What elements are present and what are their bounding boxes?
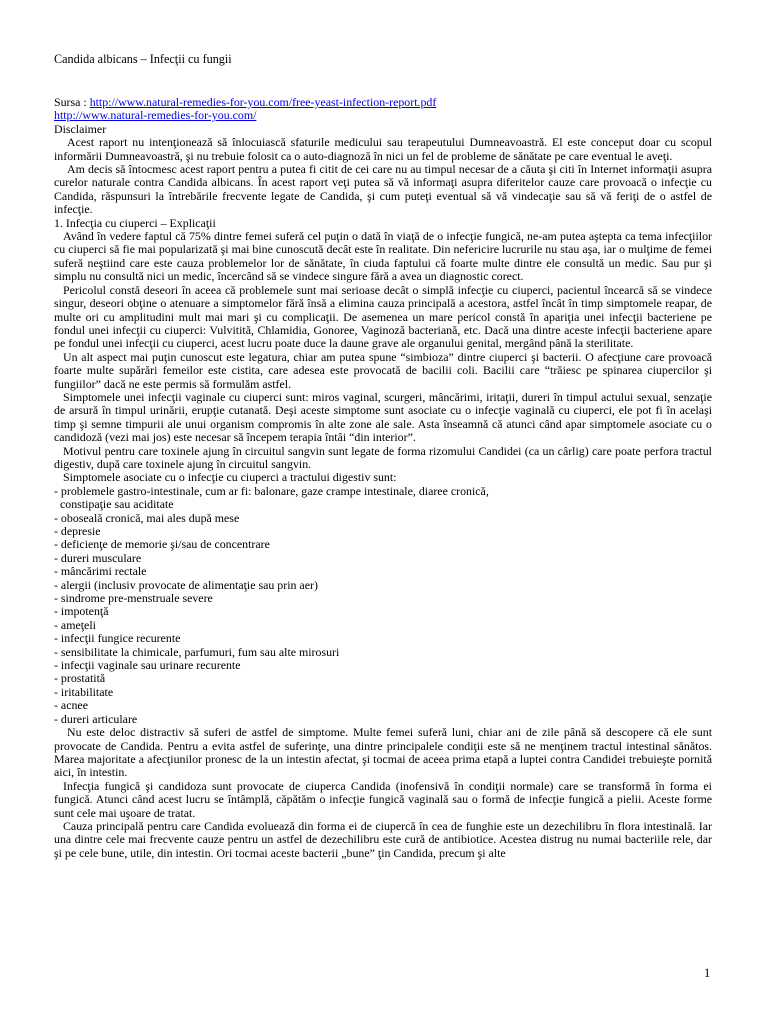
symptom-item: - mâncărimi rectale: [54, 564, 147, 579]
home-link-line: [54, 109, 712, 122]
symptom-item: - prostatită: [54, 671, 106, 686]
symptom-item: - iritabilitate: [54, 684, 114, 699]
body-paragraph: Motivul pentru care toxinele ajung în circuitul sangvin sunt legate de forma rizomului Candidei (ca un cârlig) care poate perfora tractul digestiv, după care toxinele ajung în circuitul sangvin.: [54, 443, 712, 471]
home-link[interactable]: http://www.natural-remedies-for-you.com/: [54, 108, 257, 123]
symptom-item: - ameţeli: [54, 617, 96, 632]
symptoms-intro: Simptomele asociate cu o infecţie cu ciuperci a tractului digestiv sunt:: [63, 470, 397, 485]
symptom-item: - oboseală cronică, mai ales după mese: [54, 510, 240, 525]
document-title: Candida albicans – Infecţii cu fungii: [54, 52, 232, 66]
body-paragraph: Având în vedere faptul că 75% dintre femei suferă cel puţin o dată în viaţă de o infecţie fungică, ne-am putea aştepta ca tema infecţiilor cu ciuperci să fie mai popularizată şi mai bine cunoscută decât este în realitate. Din nefericire lucrurile nu stau aşa, iar o mulţime de femei suferă neştiind care este cauza problemelor lor de sănătate, în ciuda faptului că foarte multe dintre ele consultă un medic. Sau pur şi simplu nu consultă nici un medic, încercând să se vindece singure fără a avea un diagnostic corect.: [54, 229, 712, 284]
symptom-item: - dureri articulare: [54, 711, 138, 726]
symptom-item: - depresie: [54, 524, 101, 538]
disclaimer-paragraph: Acest raport nu intenţionează să înlocuiască sfaturile medicului sau terapeutului Dumneavoastră. El este conceput doar cu scopul informării Dumneavoastră, şi nu trebuie folosit ca o auto-diagnoză în nici un fel de probleme de sănătate pe care eventual le aveţi.: [54, 135, 712, 163]
symptom-item: [54, 485, 712, 512]
disclaimer-heading: Disclaimer: [54, 121, 107, 136]
source-label: Sursa :: [54, 95, 90, 109]
symptom-item: - deficienţe de memorie şi/sau de concentrare: [54, 537, 270, 552]
body-paragraph: Infecţia fungică şi candidoza sunt provocate de ciuperca Candida (inofensivă în condiţii normale) care se transformă în forma ei fungică. Atunci când acest lucru se întâmplă, căpătăm o infecţie fungică vaginală sau o formă de infecţie fungică a pielii. Aceste forme sunt cele mai uşoare de tratat.: [54, 778, 712, 820]
symptom-item: - sindrome pre-menstruale severe: [54, 591, 213, 606]
body-paragraph: Un alt aspect mai puţin cunoscut este legatura, chiar am putea spune “simbioza” dintre ciuperci şi bacterii. O afecţiune care provoacă foarte multe supărări femeilor este cistita, care adesea este provocată de bacilii coli. Bacilii care “trăiesc pe spinarea ciupercilor şi fungiilor” dacă ne este permis să formulăm astfel.: [54, 349, 712, 391]
body-paragraph: Pericolul constă deseori în aceea că problemele sunt mai serioase decât o simplă infecţie cu ciuperci, pacientul încearcă să se vindece singur, deseori obţine o atenuare a simptomelor fără însă a elimina cauza principală a acestora, astfel încât în timp simptomele reapar, de multe ori cu amplitudini mult mai mari şi cu complicaţii. De asemenea un mare pericol constă în apariţia unei infecţii bacteriene pe fondul unei infecţii cu ciuperci: Vulvitită, Chlamidia, Gonoree, Vaginoză bacteriană, etc. Dacă una dintre aceste infecţii bacteriene apare pe fondul unei infecţii cu ciuperci, acest lucru poate duce la daune grave ale organului genital, mergând până la sterilitate.: [54, 282, 712, 351]
symptom-item: - alergii (inclusiv provocate de alimentaţie sau prin aer): [54, 577, 318, 592]
body-paragraph: Nu este deloc distractiv să suferi de astfel de simptome. Multe femei suferă luni, chiar ani de zile până să descopere că ele sunt provocate de Candida. Pentru a evita astfel de suferinţe, una dintre principalele condiţii este să ne menţinem tractul intestinal sănătos. Marea majoritate a afecţiunilor pronesc de la un intestin afectat, şi tocmai de aceea prima etapă a luptei contra Candidei trebuieşte pornită aici, în intestin.: [54, 725, 712, 780]
source-line: [54, 96, 712, 109]
symptom-item: - impotenţă: [54, 604, 109, 619]
symptom-item: - dureri musculare: [54, 550, 142, 565]
document-body: [54, 96, 712, 860]
source-link[interactable]: http://www.natural-remedies-for-you.com/free-yeast-infection-report.pdf: [89, 95, 437, 109]
body-paragraph: Simptomele unei infecţii vaginale cu ciuperci sunt: miros vaginal, scurgeri, mâncărimi, iritaţii, dureri în timpul actului sexual, senzaţie de arsură în timpul urinării, erupţie cutanată. Deşi aceste simptome sunt asociate cu o infecţie vaginală cu ciuperci, ele pot fi în acelaşi timp şi semne timpurii ale unui organism compromis în alte zone ale sale. Asta înseamnă că atunci când apar simptomele asociate cu o candidoză (vezi mai jos) este necesar să începem terapia întâi “din interior”.: [54, 389, 712, 445]
symptom-item: - infecţii fungice recurente: [54, 631, 181, 646]
intro-paragraph: Am decis să întocmesc acest raport pentru a putea fi citit de cei care nu au timpul necesar de a căuta şi citi în Internet informaţii asupra curelor naturale contra Candida albicans. În acest raport veţi putea să vă informaţi asupra diferitelor cauze care provoacă o infecţie cu Candida, răspunsuri la întrebările frecvente legate de Candida, şi cum puteţi eventual să vă vindecaţie sau să vă feriţi de o astfel de infecţie.: [54, 162, 712, 217]
symptom-item: - sensibilitate la chimicale, parfumuri, fum sau alte mirosuri: [54, 644, 340, 659]
section-heading: 1. Infecţia cu ciuperci – Explicaţii: [54, 215, 216, 230]
symptom-item: - acnee: [54, 698, 88, 713]
page-number: 1: [704, 966, 711, 980]
symptom-list: [54, 485, 712, 726]
symptom-continuation: constipaţie sau aciditate: [60, 497, 174, 512]
symptom-text: - problemele gastro-intestinale, cum ar fi: balonare, gaze crampe intestinale, diaree cronică,: [54, 483, 489, 498]
symptom-item: - infecţii vaginale sau urinare recurente: [54, 658, 241, 673]
body-paragraph: Cauza principală pentru care Candida evoluează din forma ei de ciupercă în cea de funghie este un dezechilibru în flora intestinală. Iar una dintre cele mai frecvente cauze pentru un astfel de dezechilibru este cură de antibiotice. Acestea distrug nu numai bacteriile rele, dar şi pe cele bune, utile, din intestin. Ori tocmai aceste bacterii „bune” ţin Candida, precum şi alte: [54, 818, 712, 860]
